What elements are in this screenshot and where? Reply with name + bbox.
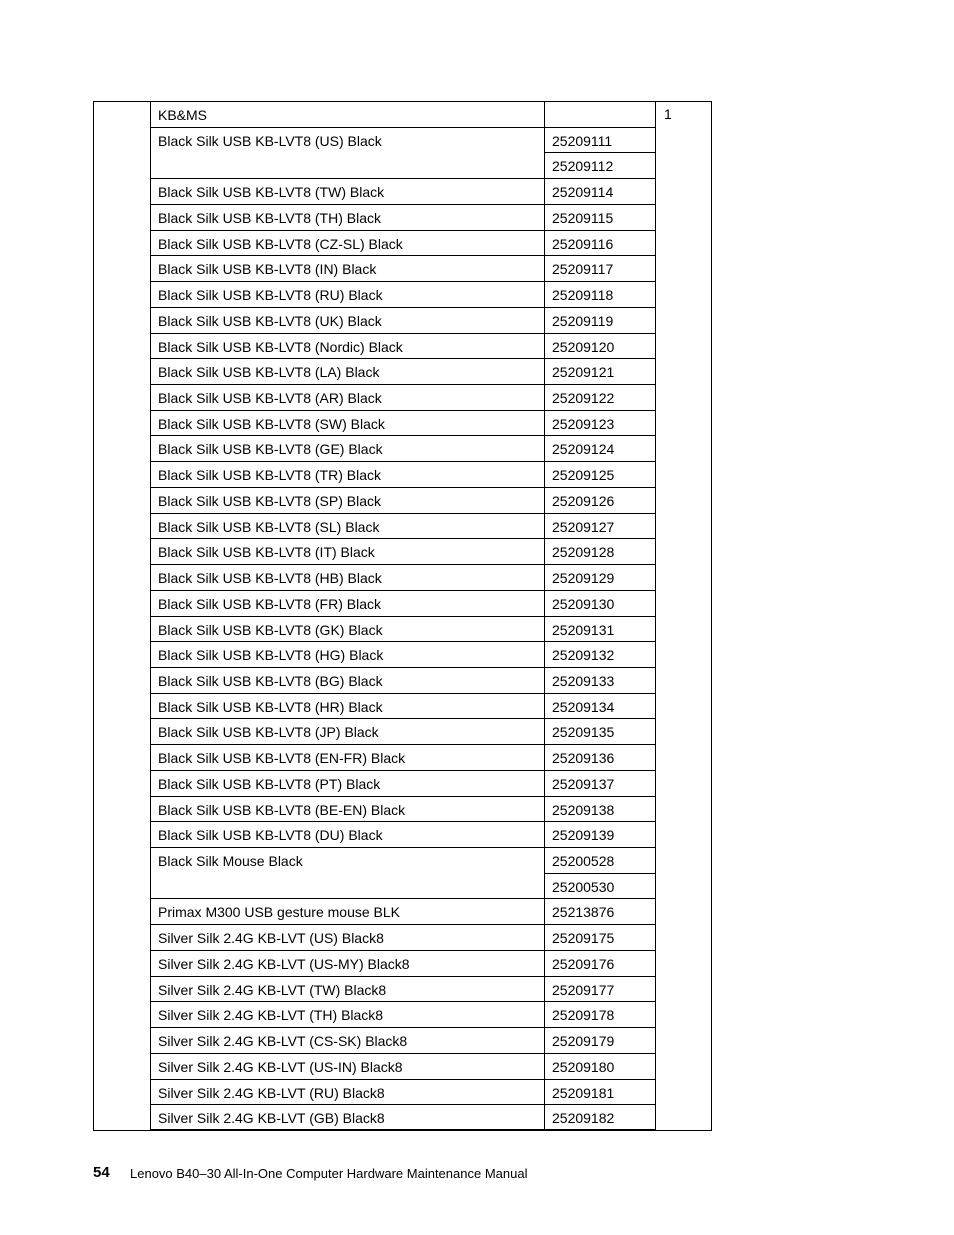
row-divider xyxy=(150,255,655,256)
part-description: Silver Silk 2.4G KB-LVT (US-MY) Black8 xyxy=(158,955,410,972)
part-number: 25209119 xyxy=(552,312,614,329)
row-divider xyxy=(150,204,655,205)
part-number: 25209137 xyxy=(552,775,615,792)
row-divider xyxy=(150,1027,655,1028)
part-number: 25209134 xyxy=(552,698,615,715)
part-number: 25209116 xyxy=(552,235,614,252)
part-description: Black Silk USB KB-LVT8 (AR) Black xyxy=(158,389,382,406)
row-divider xyxy=(150,590,655,591)
part-description: Black Silk USB KB-LVT8 (SL) Black xyxy=(158,518,380,535)
row-divider xyxy=(150,538,655,539)
part-description: Black Silk Mouse Black xyxy=(158,853,303,870)
part-description: Black Silk USB KB-LVT8 (CZ-SL) Black xyxy=(158,235,403,252)
part-number: 25209177 xyxy=(552,981,615,998)
part-number: 25209117 xyxy=(552,261,614,278)
row-divider xyxy=(150,384,655,385)
part-description: Black Silk USB KB-LVT8 (HB) Black xyxy=(158,570,382,587)
row-divider xyxy=(150,796,655,797)
part-number: 25209115 xyxy=(552,209,614,226)
part-number: 25213876 xyxy=(552,904,615,921)
part-number: 25209136 xyxy=(552,750,615,767)
row-divider xyxy=(150,924,655,925)
row-divider xyxy=(150,718,655,719)
part-number: 25209131 xyxy=(552,621,615,638)
row-divider xyxy=(150,1053,655,1054)
part-number: 25209176 xyxy=(552,955,615,972)
row-divider xyxy=(150,487,655,488)
row-divider xyxy=(150,435,655,436)
row-divider xyxy=(150,976,655,977)
part-description: Primax M300 USB gesture mouse BLK xyxy=(158,904,400,921)
part-description: Black Silk USB KB-LVT8 (SW) Black xyxy=(158,415,385,432)
part-number: 25209182 xyxy=(552,1110,615,1127)
row-divider xyxy=(150,847,655,848)
row-divider xyxy=(150,821,655,822)
part-number: 25209175 xyxy=(552,930,615,947)
part-description: Black Silk USB KB-LVT8 (TR) Black xyxy=(158,467,382,484)
row-divider xyxy=(150,410,655,411)
part-description: Black Silk USB KB-LVT8 (FR) Black xyxy=(158,595,382,612)
part-description: Silver Silk 2.4G KB-LVT (US) Black8 xyxy=(158,930,384,947)
row-divider xyxy=(150,333,655,334)
part-description: Black Silk USB KB-LVT8 (TW) Black xyxy=(158,184,385,201)
part-description: Black Silk USB KB-LVT8 (HG) Black xyxy=(158,647,384,664)
part-number: 25200528 xyxy=(552,853,615,870)
part-number: 25209118 xyxy=(552,287,614,304)
part-number: 25209130 xyxy=(552,595,615,612)
sub-row-divider xyxy=(544,152,655,153)
row-divider xyxy=(150,281,655,282)
part-number: 25200530 xyxy=(552,878,615,895)
part-description: Silver Silk 2.4G KB-LVT (TH) Black8 xyxy=(158,1007,384,1024)
part-number: 25209181 xyxy=(552,1084,615,1101)
part-description: Black Silk USB KB-LVT8 (UK) Black xyxy=(158,312,382,329)
row-divider xyxy=(150,1001,655,1002)
part-number: 25209123 xyxy=(552,415,615,432)
part-number: 25209178 xyxy=(552,1007,615,1024)
part-number: 25209132 xyxy=(552,647,615,664)
row-divider xyxy=(150,1129,655,1130)
part-number: 25209133 xyxy=(552,672,615,689)
part-description: Black Silk USB KB-LVT8 (BG) Black xyxy=(158,672,383,689)
part-number: 25209139 xyxy=(552,827,615,844)
part-number: 25209124 xyxy=(552,441,615,458)
part-number: 25209126 xyxy=(552,492,615,509)
row-divider xyxy=(150,307,655,308)
row-divider xyxy=(150,1104,655,1105)
part-description: Black Silk USB KB-LVT8 (GE) Black xyxy=(158,441,383,458)
part-description: Black Silk USB KB-LVT8 (BE-EN) Black xyxy=(158,801,406,818)
part-description: Black Silk USB KB-LVT8 (Nordic) Black xyxy=(158,338,403,355)
part-description: Black Silk USB KB-LVT8 (IT) Black xyxy=(158,544,375,561)
part-number: 25209125 xyxy=(552,467,615,484)
part-description: Black Silk USB KB-LVT8 (TH) Black xyxy=(158,209,382,226)
part-number: 25209121 xyxy=(552,364,615,381)
quantity-label: 1 xyxy=(664,106,672,122)
part-description: Black Silk USB KB-LVT8 (DU) Black xyxy=(158,827,383,844)
part-number: 25209122 xyxy=(552,389,615,406)
part-description: Black Silk USB KB-LVT8 (US) Black xyxy=(158,132,382,149)
part-description: Silver Silk 2.4G KB-LVT (CS-SK) Black8 xyxy=(158,1033,408,1050)
part-description: Black Silk USB KB-LVT8 (SP) Black xyxy=(158,492,382,509)
part-description: Black Silk USB KB-LVT8 (JP) Black xyxy=(158,724,379,741)
row-divider xyxy=(150,667,655,668)
part-description: Black Silk USB KB-LVT8 (EN-FR) Black xyxy=(158,750,406,767)
row-divider xyxy=(150,1079,655,1080)
part-description: Black Silk USB KB-LVT8 (HR) Black xyxy=(158,698,383,715)
row-divider xyxy=(150,127,655,128)
row-divider xyxy=(150,641,655,642)
part-number: 25209180 xyxy=(552,1058,615,1075)
part-description: Black Silk USB KB-LVT8 (PT) Black xyxy=(158,775,381,792)
page-number: 54 xyxy=(93,1164,110,1181)
part-number: 25209112 xyxy=(552,158,614,175)
part-number: 25209138 xyxy=(552,801,615,818)
row-divider xyxy=(150,513,655,514)
part-description: Black Silk USB KB-LVT8 (GK) Black xyxy=(158,621,383,638)
part-number: 25209120 xyxy=(552,338,615,355)
part-description: Black Silk USB KB-LVT8 (IN) Black xyxy=(158,261,377,278)
part-description: Silver Silk 2.4G KB-LVT (US-IN) Black8 xyxy=(158,1058,403,1075)
part-number: 25209127 xyxy=(552,518,615,535)
part-description: Black Silk USB KB-LVT8 (LA) Black xyxy=(158,364,380,381)
part-description: Silver Silk 2.4G KB-LVT (TW) Black8 xyxy=(158,981,387,998)
part-number: 25209135 xyxy=(552,724,615,741)
row-divider xyxy=(150,950,655,951)
part-description: Silver Silk 2.4G KB-LVT (GB) Black8 xyxy=(158,1110,385,1127)
row-divider xyxy=(150,744,655,745)
part-number: 25209128 xyxy=(552,544,615,561)
part-description: Black Silk USB KB-LVT8 (RU) Black xyxy=(158,287,383,304)
row-divider xyxy=(150,178,655,179)
part-number: 25209111 xyxy=(552,132,613,149)
sub-row-divider xyxy=(544,873,655,874)
row-divider xyxy=(150,693,655,694)
row-divider xyxy=(150,564,655,565)
row-divider xyxy=(150,770,655,771)
part-number: 25209129 xyxy=(552,570,615,587)
part-description: Silver Silk 2.4G KB-LVT (RU) Black8 xyxy=(158,1084,385,1101)
part-number: 25209179 xyxy=(552,1033,615,1050)
category-label: KB&MS xyxy=(158,107,208,123)
part-number: 25209114 xyxy=(552,184,614,201)
row-divider xyxy=(150,461,655,462)
row-divider xyxy=(150,898,655,899)
footer-title: Lenovo B40–30 All-In-One Computer Hardware Maintenance Manual xyxy=(130,1166,528,1181)
row-divider xyxy=(150,358,655,359)
column-divider xyxy=(655,101,656,1130)
row-divider xyxy=(150,616,655,617)
row-divider xyxy=(150,230,655,231)
